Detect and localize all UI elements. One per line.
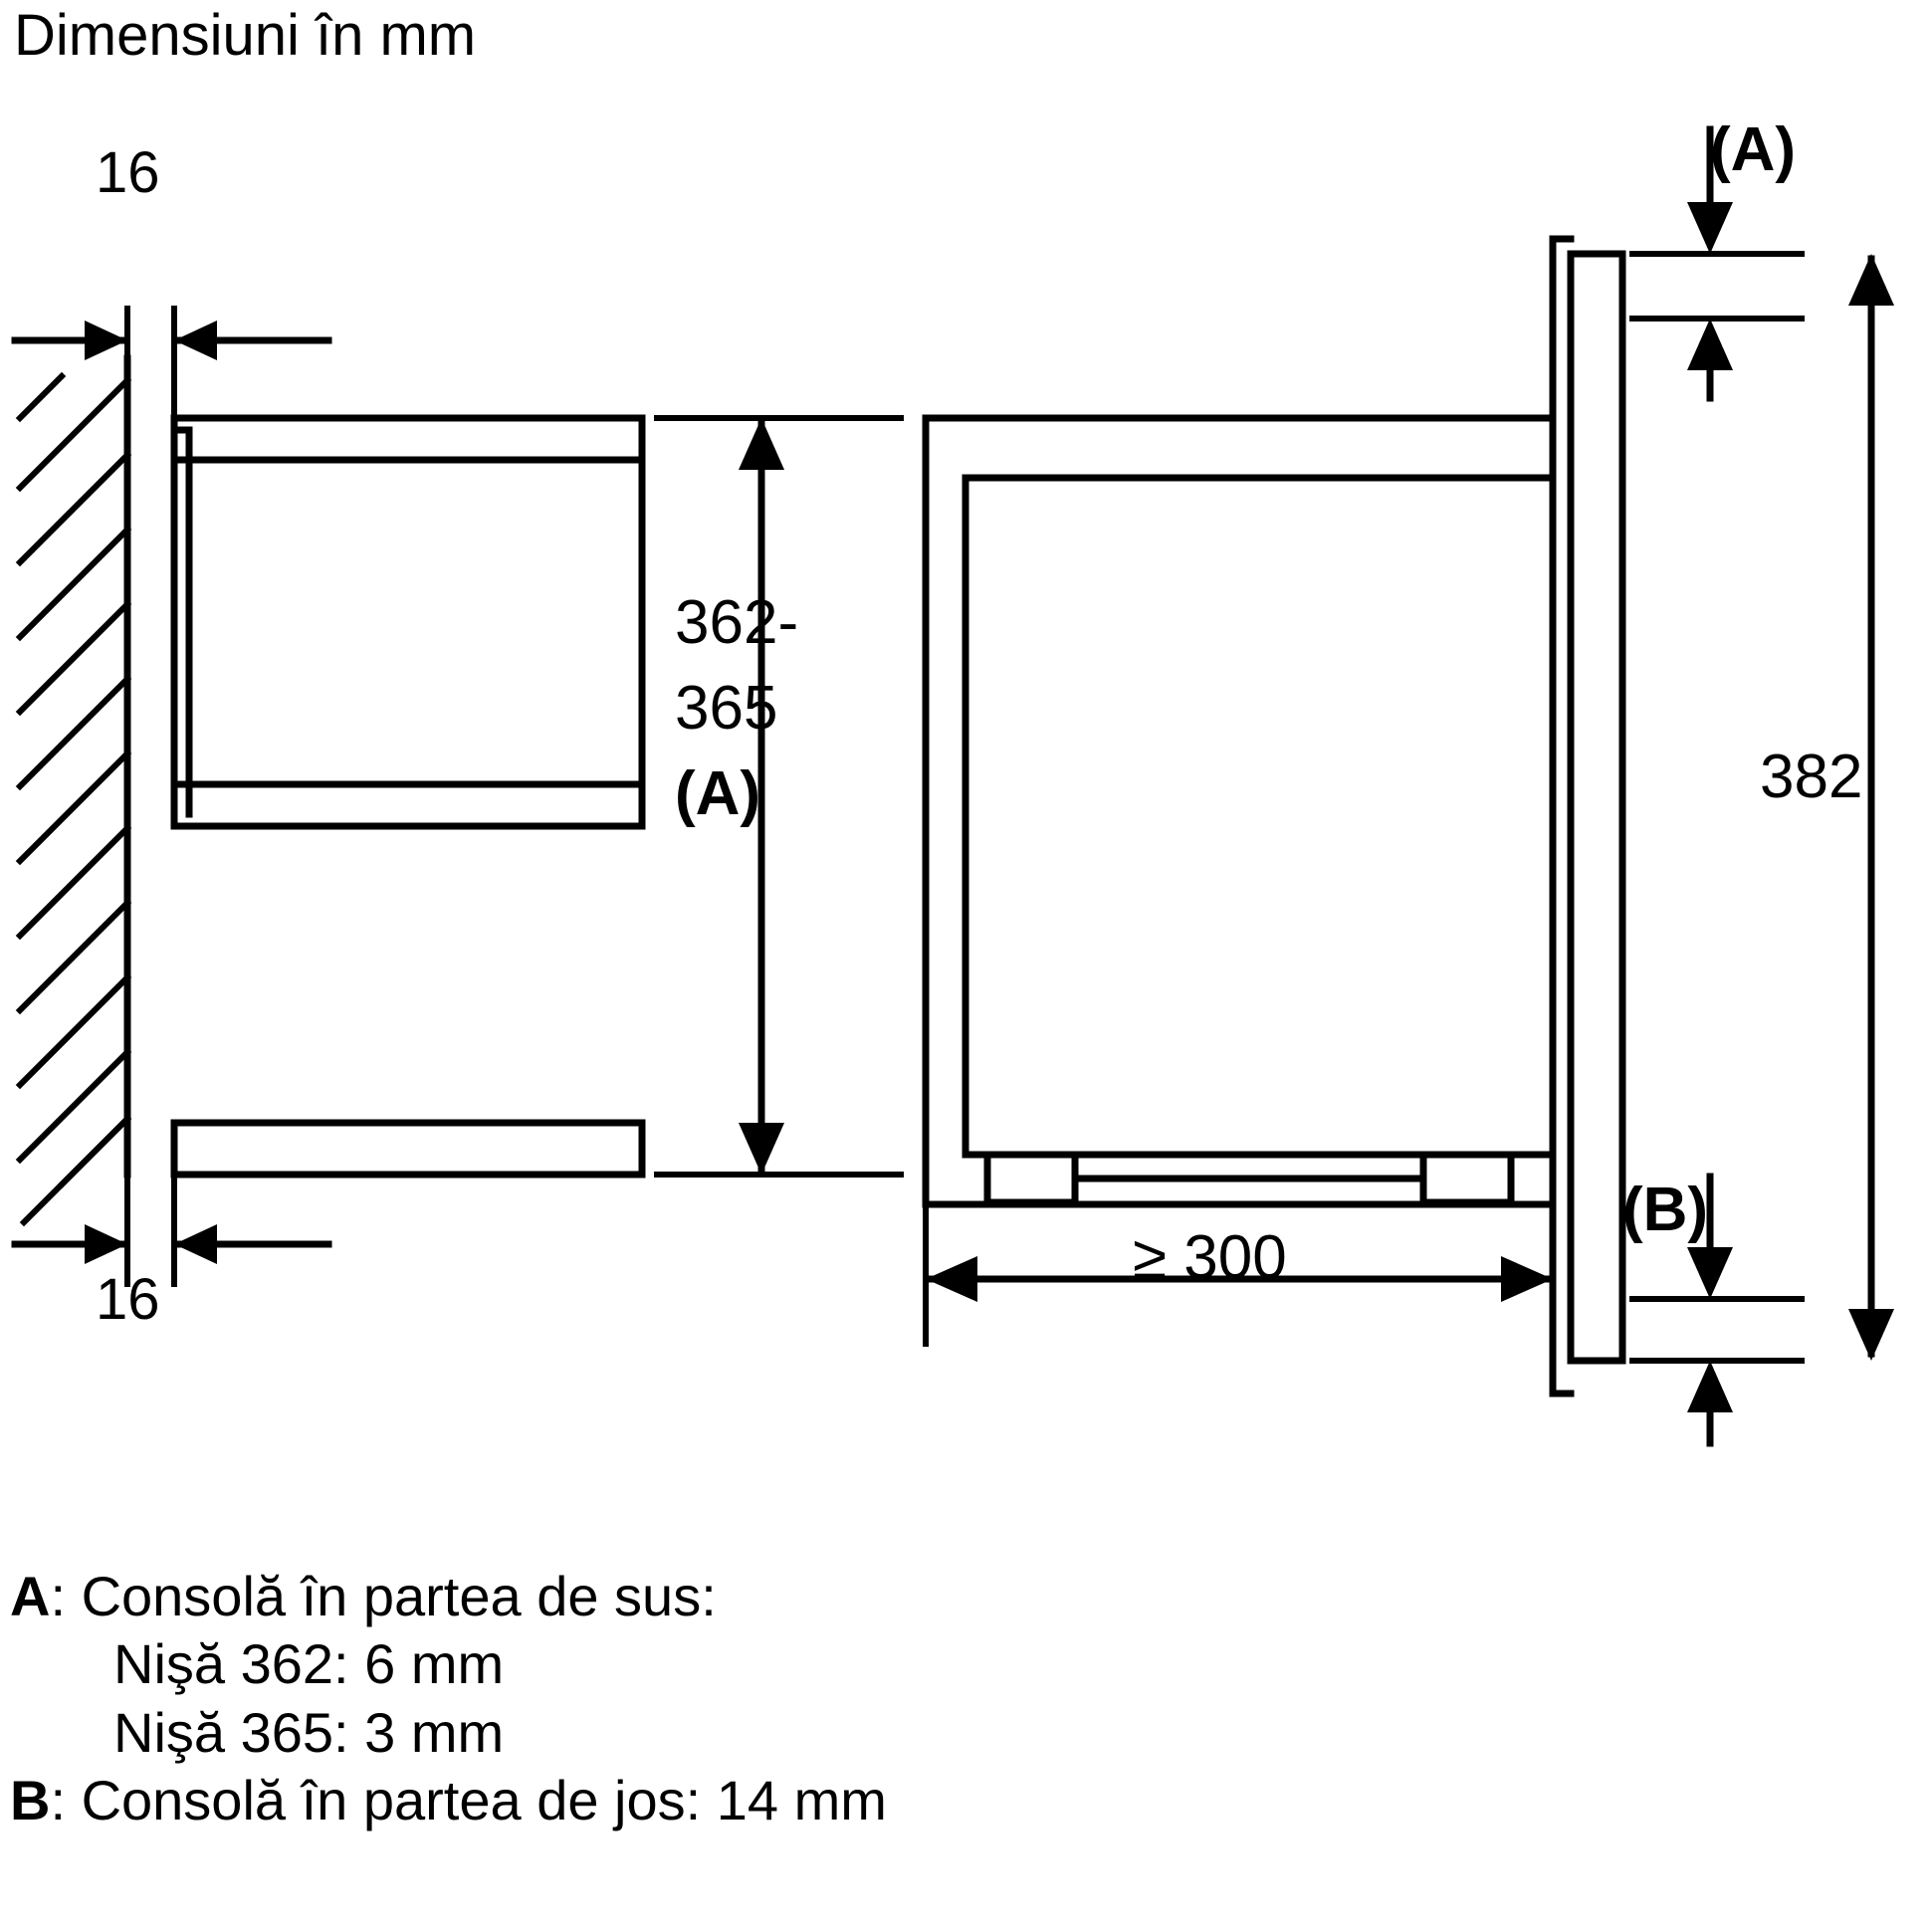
note-line-362: Nişă 362: 6 mm (113, 1632, 505, 1696)
notes-block (10, 1563, 1702, 1834)
label-total-height: 382 (1760, 743, 1863, 811)
label-ref-b-bottom: (B) (1622, 1176, 1709, 1244)
note-text-b: : Consolă în partea de jos: 14 mm (50, 1768, 887, 1831)
label-ref-a-top: (A) (1710, 115, 1797, 184)
label-wall-gap-bottom: 16 (96, 1267, 160, 1332)
note-ref-b: B (10, 1768, 51, 1831)
technical-drawing (0, 60, 1932, 1513)
label-niche-height-line1: 362- (675, 588, 799, 657)
label-depth: ≥ 300 (1133, 1223, 1287, 1292)
note-line-a (10, 1563, 1702, 1630)
label-niche-height-ref: (A) (675, 759, 761, 828)
note-text-a: : Consolă în partea de sus: (50, 1565, 717, 1627)
label-wall-gap-top: 16 (96, 140, 160, 205)
note-line-365: Nişă 365: 3 mm (113, 1700, 505, 1764)
label-niche-height-line2: 365 (675, 674, 778, 743)
note-ref-a: A (10, 1565, 51, 1627)
note-line-b (10, 1767, 1702, 1834)
page-title: Dimensiuni în mm (14, 3, 477, 68)
